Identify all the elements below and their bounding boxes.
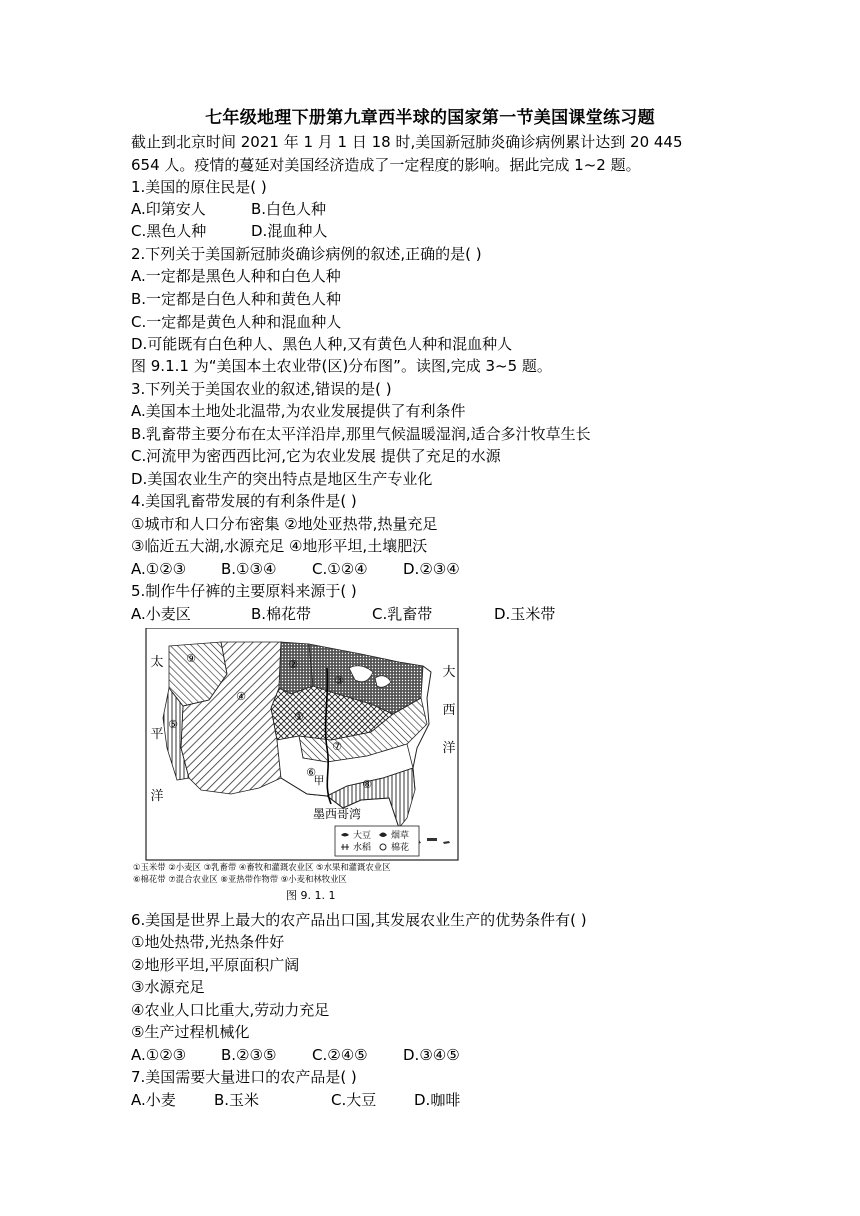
q7-stem: 7.美国需要大量进口的农产品是( ): [131, 1068, 357, 1086]
q2-option-c: C.一定都是黄色人种和混血种人: [131, 313, 342, 331]
us-agriculture-map: [131, 628, 478, 904]
q5-option-d: D.玉米带: [494, 605, 556, 623]
q4-items-2: ③临近五大湖,水源充足 ④地形平坦,土壤肥沃: [131, 537, 428, 555]
region-number-6: ⑥: [306, 766, 316, 779]
q7-option-a: A.小麦: [131, 1091, 176, 1109]
q3-option-a: A.美国本土地处北温带,为农业发展提供了有利条件: [131, 402, 466, 420]
q6-item-2: ②地形平坦,平原面积广阔: [131, 956, 300, 974]
q7-option-d: D.咖啡: [414, 1091, 461, 1109]
q5-option-b: B.棉花带: [251, 605, 312, 623]
intro-line-2: 654 人。疫情的蔓延对美国经济造成了一定程度的影响。据此完成 1~2 题。: [131, 156, 641, 174]
q6-item-5: ⑤生产过程机械化: [131, 1023, 250, 1041]
figure-caption: 图 9. 1. 1: [286, 889, 336, 902]
q4-stem: 4.美国乳畜带发展的有利条件是( ): [131, 492, 357, 510]
q3-option-c: C.河流甲为密西西比河,它为农业发展 提供了充足的水源: [131, 447, 501, 465]
figure-intro: 图 9.1.1 为“美国本土农业带(区)分布图”。读图,完成 3~5 题。: [131, 357, 552, 375]
q2-stem: 2.下列关于美国新冠肺炎确诊病例的叙述,正确的是( ): [131, 245, 482, 263]
q2-option-a: A.一定都是黑色人种和白色人种: [131, 267, 341, 285]
legend-soybean: 大豆: [353, 831, 372, 841]
page-title: 七年级地理下册第九章西半球的国家第一节美国课堂练习题: [205, 108, 655, 128]
q6-option-d: D.③④⑤: [403, 1046, 460, 1064]
region-number-2: ②: [288, 658, 298, 671]
q1-option-b: B.白色人种: [251, 200, 327, 218]
label-gulf: 墨西哥湾: [312, 807, 362, 821]
q6-stem: 6.美国是世界上最大的农产品出口国,其发展农业生产的优势条件有( ): [131, 911, 587, 929]
q4-option-b: B.①③④: [221, 560, 277, 578]
label-atlantic-2: 西: [442, 703, 456, 718]
q1-option-d: D.混血种人: [251, 222, 328, 240]
q5-option-c: C.乳畜带: [372, 605, 433, 623]
q6-option-b: B.②③⑤: [221, 1046, 277, 1064]
q1-option-c: C.黑色人种: [131, 222, 207, 240]
q4-option-d: D.②③④: [403, 560, 460, 578]
q1-stem: 1.美国的原住民是( ): [131, 178, 267, 196]
legend-row-2: ⑥棉花带 ⑦混合农业区 ⑧亚热带作物带 ⑨小麦和林牧业区: [133, 874, 347, 884]
q5-option-a: A.小麦区: [131, 605, 191, 623]
q7-option-b: B.玉米: [214, 1091, 260, 1109]
legend-tobacco: 烟草: [391, 831, 410, 841]
label-pacific-2: 平: [150, 727, 164, 742]
cotton-symbol: [380, 844, 386, 850]
region-number-4: ④: [236, 690, 246, 703]
label-river-jia: 甲: [313, 774, 325, 787]
region-number-8: ⑧: [362, 778, 372, 791]
q7-option-c: C.大豆: [331, 1091, 377, 1109]
region-number-5: ⑤: [168, 718, 178, 731]
label-pacific-3: 洋: [150, 789, 164, 804]
intro-line-1: 截止到北京时间 2021 年 1 月 1 日 18 时,美国新冠肺炎确诊病例累计达到 20 445: [131, 133, 683, 151]
q3-stem: 3.下列关于美国农业的叙述,错误的是( ): [131, 380, 392, 398]
region-number-1: ①: [294, 710, 304, 723]
q6-item-3: ③水源充足: [131, 978, 205, 996]
q2-option-b: B.一定都是白色人种和黄色人种: [131, 290, 342, 308]
legend-rice: 水稻: [353, 843, 372, 853]
q1-option-a: A.印第安人: [131, 200, 206, 218]
q4-items-1: ①城市和人口分布密集 ②地处亚热带,热量充足: [131, 515, 438, 533]
q6-item-4: ④农业人口比重大,劳动力充足: [131, 1001, 330, 1019]
q4-option-a: A.①②③: [131, 560, 187, 578]
q3-option-b: B.乳畜带主要分布在太平洋沿岸,那里气候温暖湿润,适合多汁牧草生长: [131, 425, 591, 443]
q4-option-c: C.①②④: [312, 560, 368, 578]
q6-option-c: C.②④⑤: [312, 1046, 368, 1064]
region-number-7: ⑦: [332, 740, 342, 753]
region-number-9: ⑨: [186, 652, 196, 665]
label-atlantic-1: 大: [442, 665, 456, 680]
label-atlantic-3: 洋: [442, 741, 456, 756]
legend-cotton: 棉花: [391, 843, 410, 853]
q2-option-d: D.可能既有白色种人、黑色人种,又有黄色人种和混血种人: [131, 335, 513, 353]
region-number-3: ③: [334, 674, 344, 687]
label-pacific-1: 太: [150, 655, 164, 670]
q3-option-d: D.美国农业生产的突出特点是地区生产专业化: [131, 470, 433, 488]
legend-row-1: ①玉米带 ②小麦区 ③乳畜带 ④畜牧和灌溉农业区 ⑤水果和灌溉农业区: [133, 862, 391, 872]
q5-stem: 5.制作牛仔裤的主要原料来源于( ): [131, 582, 357, 600]
q6-option-a: A.①②③: [131, 1046, 187, 1064]
q6-item-1: ①地处热带,光热条件好: [131, 933, 285, 951]
